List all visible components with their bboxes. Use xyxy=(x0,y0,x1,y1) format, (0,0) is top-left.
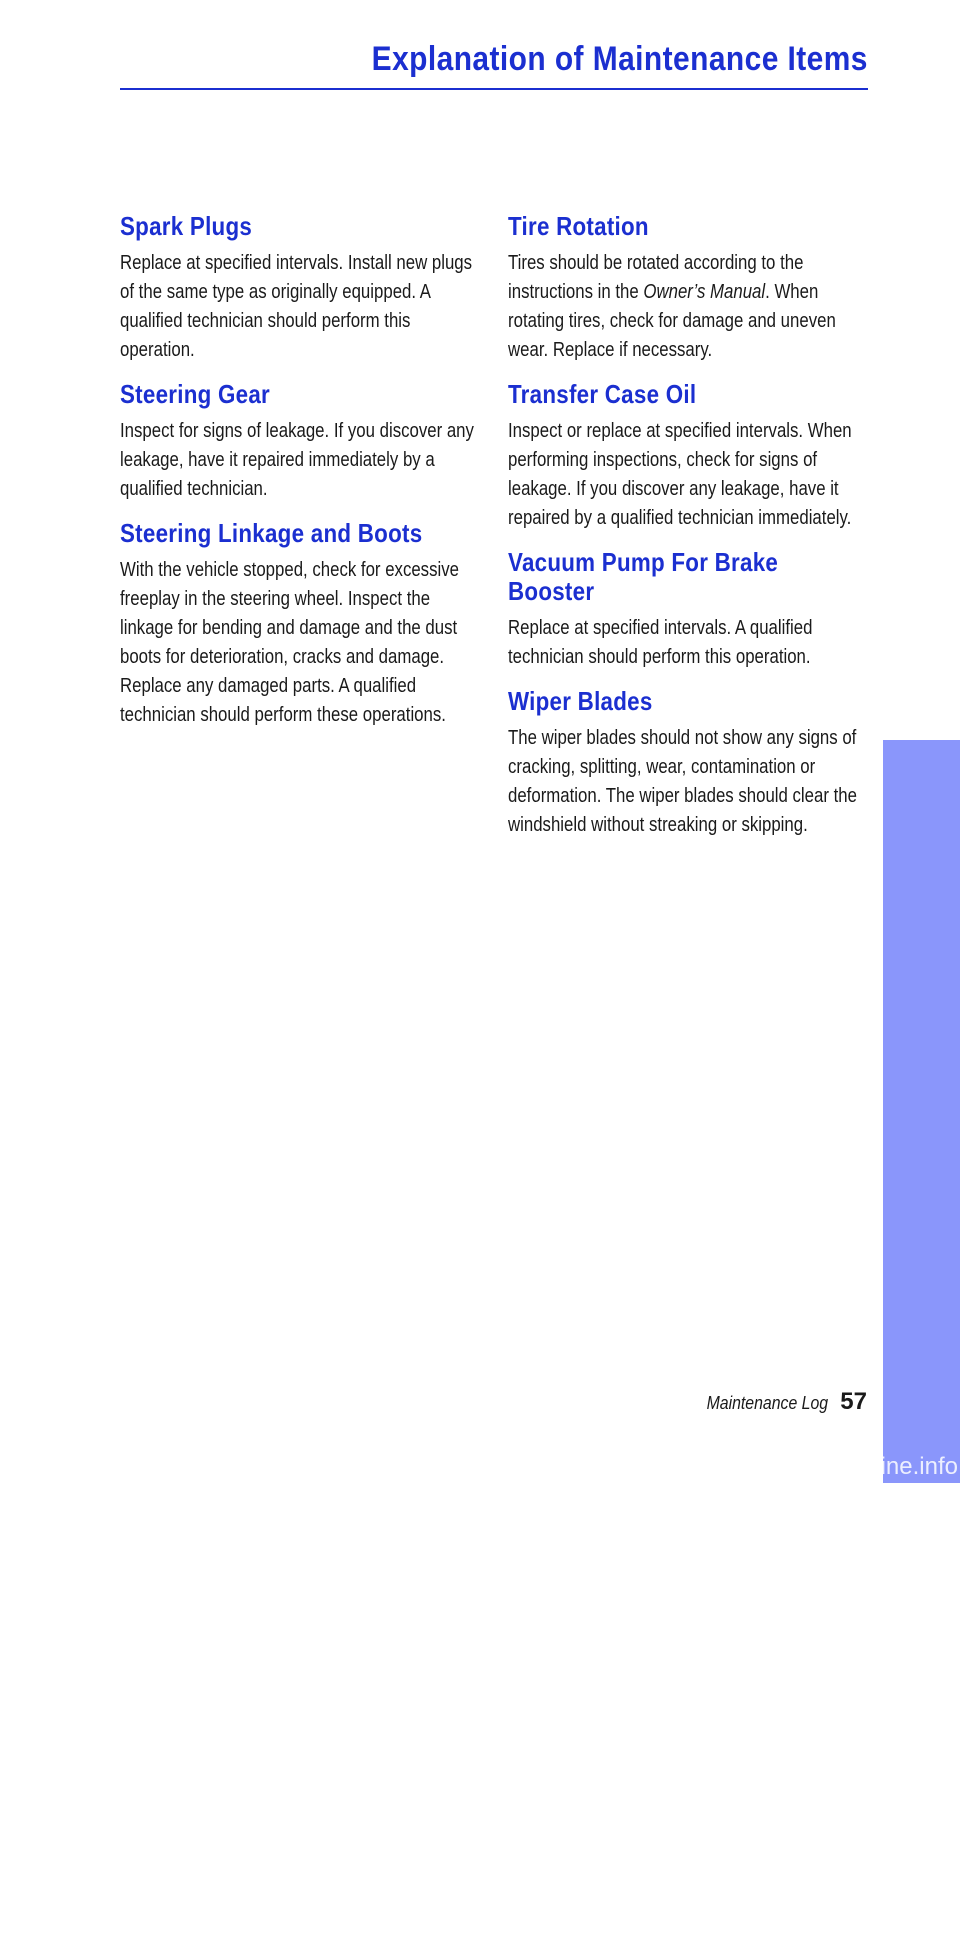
right-column xyxy=(508,212,868,855)
section-title: Transfer Case Oil xyxy=(508,379,697,409)
section-title: Spark Plugs xyxy=(120,211,253,241)
section-body: Replace at specified intervals. A qualified technician should perform this operation. xyxy=(508,617,813,668)
section-spark-plugs xyxy=(120,212,480,365)
section-title: Wiper Blades xyxy=(508,686,653,716)
section-wiper-blades xyxy=(508,687,868,840)
section-body: Inspect for signs of leakage. If you discover any leakage, have it repaired immediately by a qualified technician. xyxy=(120,420,474,500)
footer-section-name: Maintenance Log xyxy=(706,1393,829,1413)
section-steering-linkage xyxy=(120,519,480,730)
section-title: Steering Linkage and Boots xyxy=(120,518,423,548)
section-body: Inspect or replace at specified intervals. When performing inspections, check for signs of leakage. If you discover any leakage, have it repaired by a qualified technician immediately. xyxy=(508,420,852,529)
watermark: carmanualsonline.info xyxy=(724,1453,958,1480)
page-title: Explanation of Maintenance Items xyxy=(371,40,868,78)
section-title: Tire Rotation xyxy=(508,211,649,241)
section-vacuum-pump xyxy=(508,548,868,672)
section-body: With the vehicle stopped, check for excessive freeplay in the steering wheel. Inspect the linkage for bending and damage and the dust boots for deterioration, cracks and damage. Replace any damaged parts. A qualified technician should perform these operations. xyxy=(120,559,459,726)
section-body: Replace at specified intervals. Install new plugs of the same type as originally equipped. A qualified technician should perform this operation. xyxy=(120,252,473,361)
page-footer xyxy=(690,1388,867,1416)
body-text: Tires should be rotated according to the instructions in the xyxy=(508,252,804,303)
page-number: 57 xyxy=(840,1388,867,1415)
section-tire-rotation xyxy=(508,212,868,365)
body-text: . When rotating tires, check for damage and uneven wear. Replace if necessary. xyxy=(508,281,836,361)
section-title: Vacuum Pump For Brake Booster xyxy=(508,547,779,606)
section-steering-gear xyxy=(120,380,480,504)
section-title: Steering Gear xyxy=(120,379,271,409)
page-header xyxy=(120,36,868,90)
section-transfer-case-oil xyxy=(508,380,868,533)
section-side-tab xyxy=(883,740,960,1937)
section-body xyxy=(508,249,868,365)
left-column xyxy=(120,212,480,745)
side-tab-label: MAINTENANCE xyxy=(909,1763,935,1937)
section-body: The wiper blades should not show any signs of cracking, splitting, wear, contamination or deformation. The wiper blades should clear the windshield without streaking or skipping. xyxy=(508,727,857,836)
manual-reference: Owner’s Manual xyxy=(643,281,766,303)
